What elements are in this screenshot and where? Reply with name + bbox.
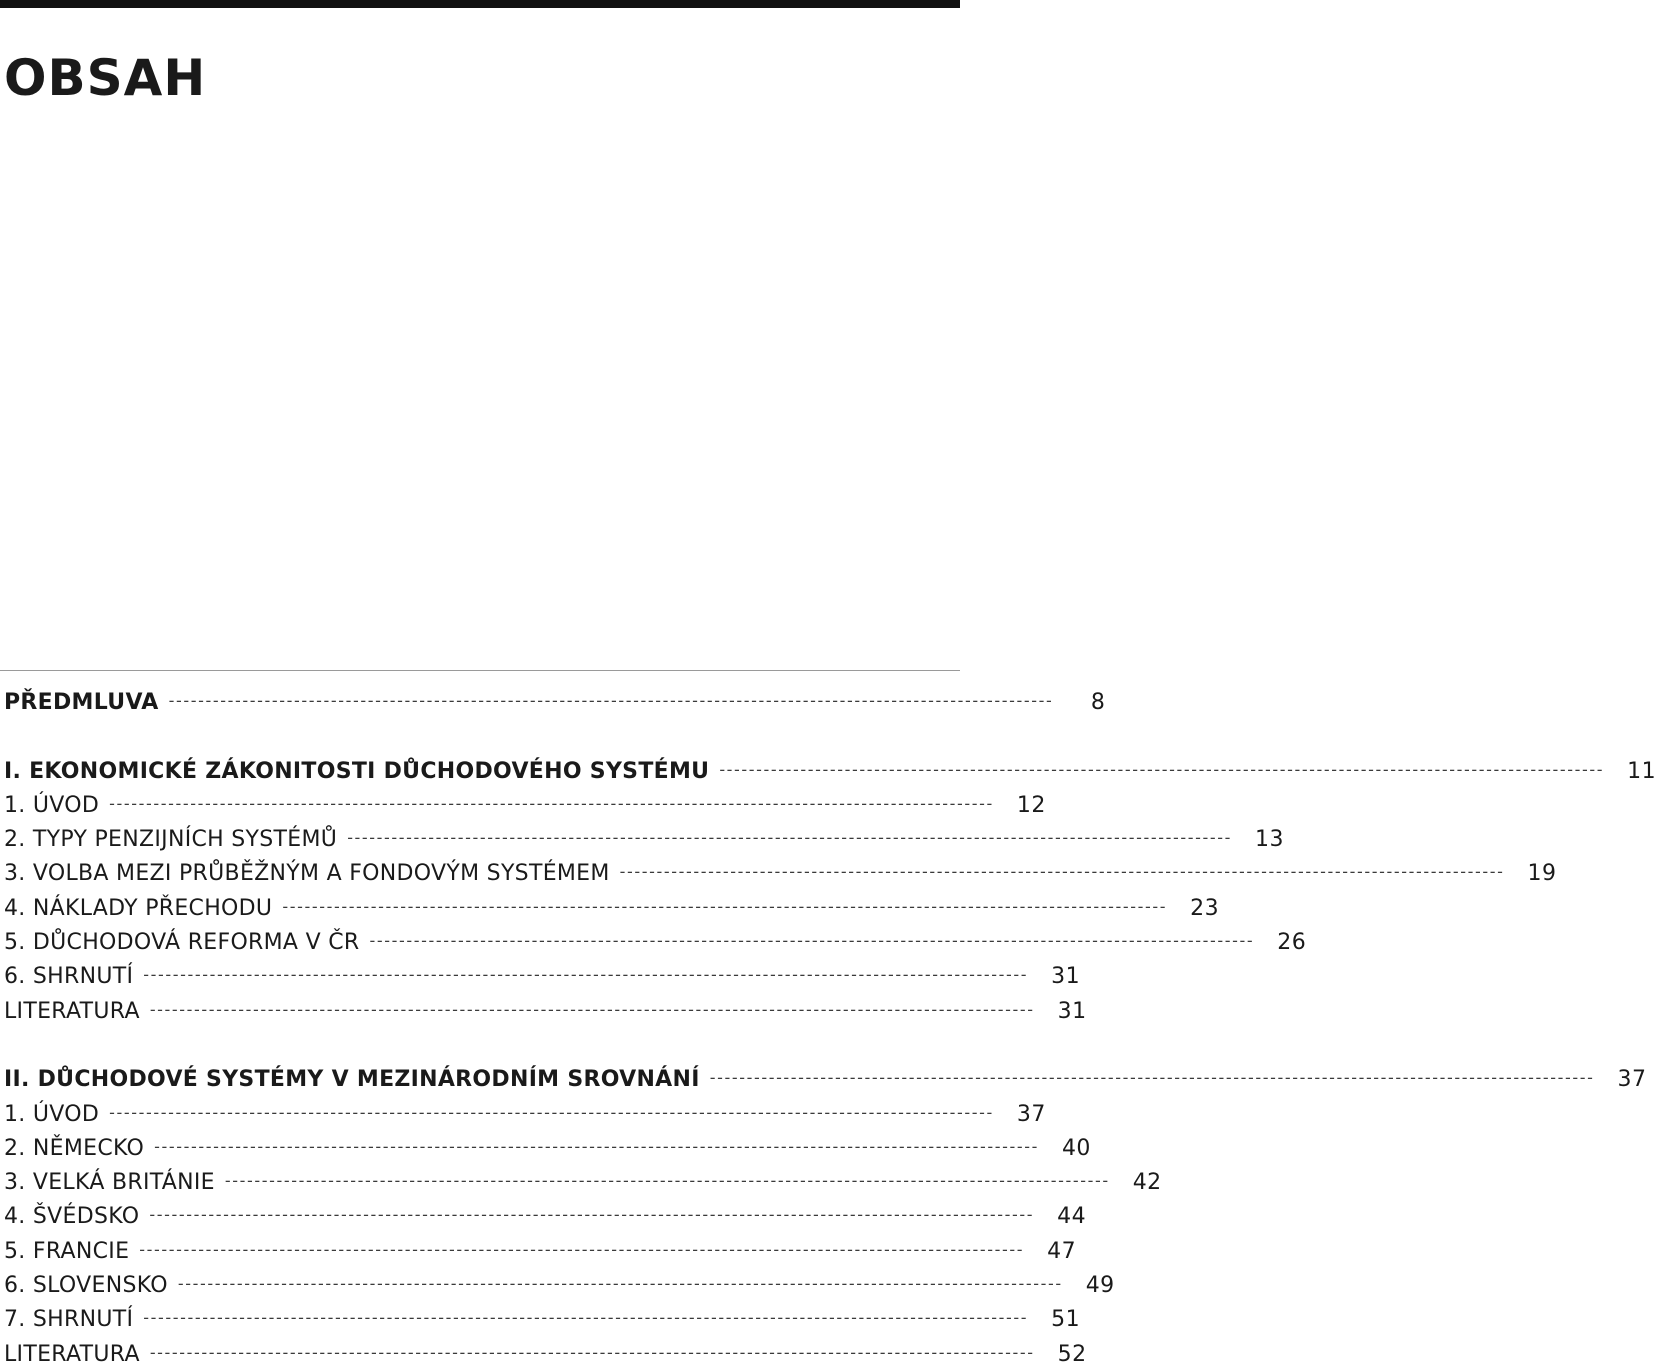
toc-entry-page: 8 <box>1090 690 1106 715</box>
toc-entry-label: 1. ÚVOD <box>4 792 100 818</box>
dot-leader: ------------------------------------------------------------------------------------------------------------------------ <box>139 1239 1025 1259</box>
toc-entry[interactable] <box>4 823 1284 857</box>
dot-leader: ------------------------------------------------------------------------------------------------------------------------ <box>719 759 1605 779</box>
table-of-contents <box>4 686 1656 1372</box>
toc-entry-page: 13 <box>1255 827 1284 853</box>
toc-part-heading[interactable] <box>4 1063 1647 1097</box>
toc-entry-page: 52 <box>1057 1341 1087 1367</box>
top-rule <box>0 0 960 8</box>
toc-entry-label: 2. NĚMECKO <box>4 1135 145 1161</box>
toc-entry[interactable] <box>4 1132 1091 1166</box>
toc-entry[interactable] <box>4 995 1087 1029</box>
dot-leader: ------------------------------------------------------------------------------------------------------------------------ <box>143 1308 1029 1328</box>
toc-entry[interactable] <box>4 1269 1115 1303</box>
toc-entry[interactable] <box>4 1166 1162 1200</box>
toc-part-heading[interactable] <box>4 755 1656 789</box>
toc-entry-label: 6. SHRNUTÍ <box>4 964 134 990</box>
dot-leader: ------------------------------------------------------------------------------------------------------------------------ <box>154 1136 1039 1156</box>
toc-entry-label: 6. SLOVENSKO <box>4 1273 168 1299</box>
dot-leader: ------------------------------------------------------------------------------------------------------------------------ <box>224 1171 1110 1191</box>
toc-entry-label: 4. ŠVÉDSKO <box>4 1204 140 1230</box>
toc-entry-page: 19 <box>1527 861 1557 887</box>
toc-entry-label: 3. VELKÁ BRITÁNIE <box>4 1170 215 1196</box>
dot-leader: ------------------------------------------------------------------------------------------------------------------------ <box>347 828 1232 848</box>
toc-entry[interactable] <box>4 857 1557 891</box>
toc-spacer <box>4 720 960 754</box>
toc-entry-page: 23 <box>1190 895 1220 921</box>
toc-entry-page: 26 <box>1277 930 1307 956</box>
toc-entry[interactable] <box>4 1303 1081 1337</box>
section-divider <box>0 670 960 671</box>
toc-entry-preface[interactable] <box>4 686 1106 720</box>
toc-entry-label: II. DŮCHODOVÉ SYSTÉMY V MEZINÁRODNÍM SROVNÁNÍ <box>4 1067 700 1093</box>
toc-entry[interactable] <box>4 789 1046 823</box>
toc-entry-label: LITERATURA <box>4 1341 140 1367</box>
toc-entry[interactable] <box>4 926 1307 960</box>
toc-entry-label: PŘEDMLUVA <box>4 690 159 715</box>
toc-entry-label: 7. SHRNUTÍ <box>4 1307 134 1333</box>
toc-entry-label: 5. DŮCHODOVÁ REFORMA V ČR <box>4 930 360 956</box>
toc-entry-label: 5. FRANCIE <box>4 1238 130 1264</box>
dot-leader: ------------------------------------------------------------------------------------------------------------------------ <box>177 1274 1063 1294</box>
toc-entry[interactable] <box>4 1098 1046 1132</box>
dot-leader: ------------------------------------------------------------------------------------------------------------------------ <box>109 793 994 813</box>
dot-leader: ------------------------------------------------------------------------------------------------------------------------ <box>709 1068 1595 1088</box>
toc-entry-label: 4. NÁKLADY PŘECHODU <box>4 895 273 921</box>
toc-entry-page: 31 <box>1051 964 1081 990</box>
toc-spacer <box>4 1029 960 1063</box>
dot-leader: ------------------------------------------------------------------------------------------------------------------------ <box>149 1342 1035 1362</box>
toc-entry-page: 44 <box>1057 1204 1087 1230</box>
toc-entry-page: 42 <box>1132 1170 1162 1196</box>
dot-leader: ------------------------------------------------------------------------------------------------------------------------ <box>168 691 1054 710</box>
toc-entry-page: 37 <box>1617 1067 1647 1093</box>
toc-entry[interactable] <box>4 1200 1087 1234</box>
toc-entry-page: 12 <box>1016 792 1046 818</box>
toc-entry-page: 51 <box>1051 1307 1081 1333</box>
toc-entry[interactable] <box>4 960 1081 994</box>
toc-entry[interactable] <box>4 892 1220 926</box>
toc-entry-label: LITERATURA <box>4 998 140 1024</box>
dot-leader: ------------------------------------------------------------------------------------------------------------------------ <box>619 862 1505 882</box>
dot-leader: ------------------------------------------------------------------------------------------------------------------------ <box>149 999 1035 1019</box>
toc-entry[interactable] <box>4 1235 1077 1269</box>
toc-entry-label: 1. ÚVOD <box>4 1101 100 1127</box>
dot-leader: ------------------------------------------------------------------------------------------------------------------------ <box>369 931 1255 951</box>
toc-entry-label: 2. TYPY PENZIJNÍCH SYSTÉMŮ <box>4 827 338 853</box>
toc-entry[interactable] <box>4 1338 1087 1372</box>
toc-entry-label: 3. VOLBA MEZI PRŮBĚŽNÝM A FONDOVÝM SYSTÉMEM <box>4 861 610 887</box>
toc-entry-page: 31 <box>1057 998 1087 1024</box>
toc-entry-page: 11 <box>1627 758 1656 784</box>
toc-entry-page: 49 <box>1085 1273 1115 1299</box>
dot-leader: ------------------------------------------------------------------------------------------------------------------------ <box>143 965 1029 985</box>
toc-entry-page: 37 <box>1016 1101 1046 1127</box>
dot-leader: ------------------------------------------------------------------------------------------------------------------------ <box>149 1205 1035 1225</box>
toc-entry-page: 40 <box>1061 1135 1091 1161</box>
page-title: OBSAH <box>4 49 207 107</box>
toc-entry-page: 47 <box>1047 1238 1077 1264</box>
toc-entry-label: I. EKONOMICKÉ ZÁKONITOSTI DŮCHODOVÉHO SYSTÉMU <box>4 758 710 784</box>
dot-leader: ------------------------------------------------------------------------------------------------------------------------ <box>282 896 1168 916</box>
dot-leader: ------------------------------------------------------------------------------------------------------------------------ <box>109 1102 994 1122</box>
